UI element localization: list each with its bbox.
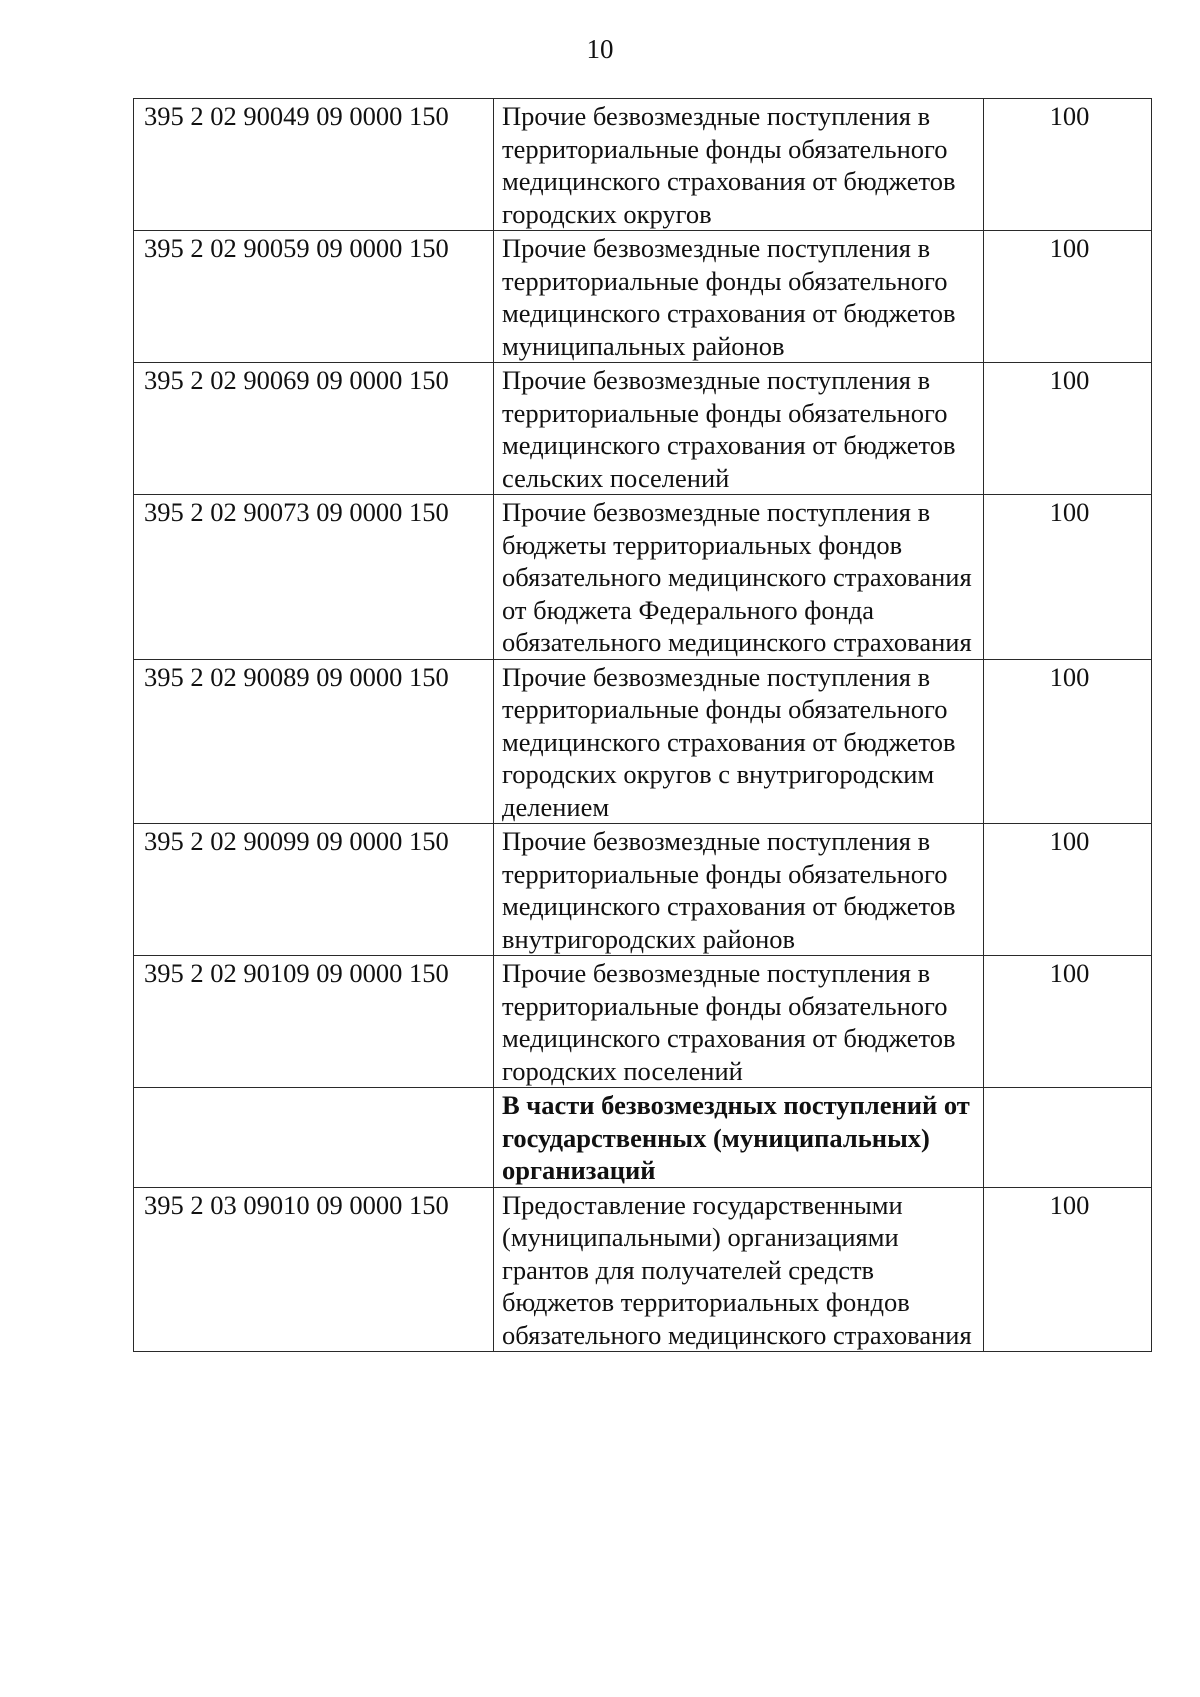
percent-cell: 100 <box>984 363 1152 495</box>
description-cell: Прочие безвозмездные поступления в территориальные фонды обязательного медицинского страхования от бюджетов сельских поселений <box>494 363 984 495</box>
percent-cell <box>984 1088 1152 1188</box>
table-row <box>134 1187 1152 1352</box>
description-cell: Прочие безвозмездные поступления в территориальные фонды обязательного медицинского страхования от бюджетов внутригородских районов <box>494 824 984 956</box>
percent-cell: 100 <box>984 956 1152 1088</box>
table-row <box>134 956 1152 1088</box>
table-row <box>134 824 1152 956</box>
budget-code-cell: 395 2 02 90109 09 0000 150 <box>134 956 494 1088</box>
table-row <box>134 99 1152 231</box>
page-number: 10 <box>586 34 614 64</box>
percent-cell: 100 <box>984 1187 1152 1352</box>
description-cell: Прочие безвозмездные поступления в территориальные фонды обязательного медицинского страхования от бюджетов городских округов с внутригородским делением <box>494 659 984 824</box>
budget-code-cell: 395 2 03 09010 09 0000 150 <box>134 1187 494 1352</box>
description-cell: Прочие безвозмездные поступления в территориальные фонды обязательного медицинского страхования от бюджетов муниципальных районов <box>494 231 984 363</box>
budget-code-cell: 395 2 02 90073 09 0000 150 <box>134 495 494 660</box>
description-cell: Прочие безвозмездные поступления в территориальные фонды обязательного медицинского страхования от бюджетов городских поселений <box>494 956 984 1088</box>
percent-cell: 100 <box>984 659 1152 824</box>
table-row <box>134 659 1152 824</box>
section-heading: В части безвозмездных поступлений от государственных (муниципальных) организаций <box>494 1088 984 1188</box>
budget-code-cell <box>134 1088 494 1188</box>
description-cell: Прочие безвозмездные поступления в бюджеты территориальных фондов обязательного медицинского страхования от бюджета Федерального фонда обязательного медицинского страхования <box>494 495 984 660</box>
budget-code-cell: 395 2 02 90049 09 0000 150 <box>134 99 494 231</box>
section-heading-row <box>134 1088 1152 1188</box>
table-row <box>134 231 1152 363</box>
budget-code-cell: 395 2 02 90059 09 0000 150 <box>134 231 494 363</box>
percent-cell: 100 <box>984 824 1152 956</box>
description-cell: Прочие безвозмездные поступления в территориальные фонды обязательного медицинского страхования от бюджетов городских округов <box>494 99 984 231</box>
percent-cell: 100 <box>984 495 1152 660</box>
revenue-codes-table <box>133 98 1152 1352</box>
budget-code-cell: 395 2 02 90089 09 0000 150 <box>134 659 494 824</box>
table-row <box>134 495 1152 660</box>
table-row <box>134 363 1152 495</box>
budget-code-cell: 395 2 02 90069 09 0000 150 <box>134 363 494 495</box>
percent-cell: 100 <box>984 231 1152 363</box>
description-cell: Предоставление государственными (муниципальными) организациями грантов для получателей средств бюджетов территориальных фондов обязательного медицинского страхования <box>494 1187 984 1352</box>
percent-cell: 100 <box>984 99 1152 231</box>
budget-code-cell: 395 2 02 90099 09 0000 150 <box>134 824 494 956</box>
